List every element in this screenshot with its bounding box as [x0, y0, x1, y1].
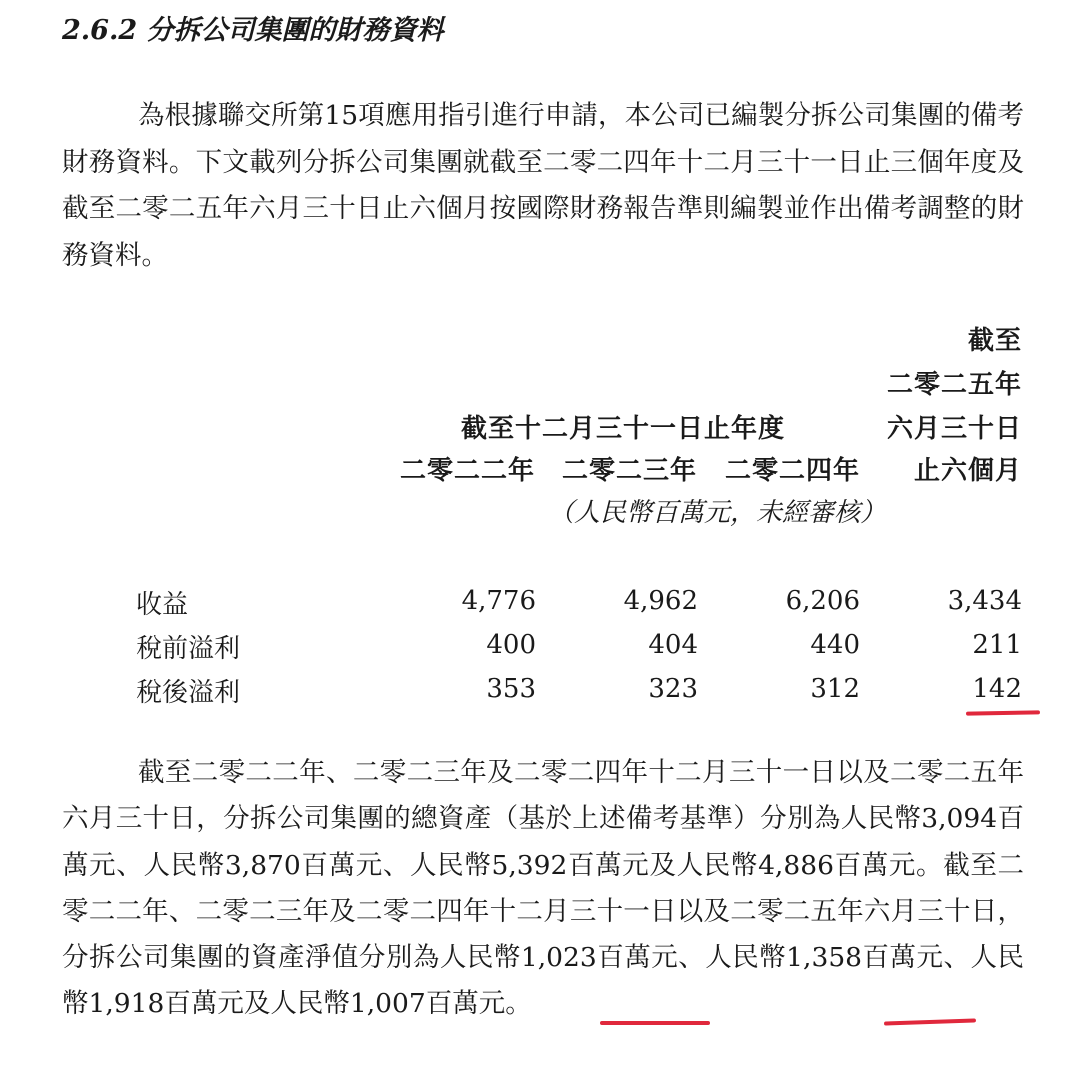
year-header-2022: 二零二二年: [399, 456, 535, 486]
unit-note: （人民幣百萬元，未經審核）: [548, 498, 887, 528]
year-group-header: 截至十二月三十一日止年度: [461, 414, 786, 444]
intro-paragraph: 為根據聯交所第15項應用指引進行申請，本公司已編製分拆公司集團的備考財務資料。下文載列分拆公司集團就截至二零二四年十二月三十一日止三個年度及截至二零二五年六月三十日止六個月按國際財務報告準則編製並作出備考調整的財務資料。: [62, 100, 1024, 271]
highlight-underline: [600, 1021, 710, 1025]
year-header-2024: 二零二四年: [724, 456, 860, 486]
last-col-header-3: 六月三十日: [886, 414, 1022, 444]
table-cell: 3,434: [947, 586, 1022, 616]
table-cell: 440: [810, 630, 860, 660]
table-cell: 404: [648, 630, 698, 660]
row-label-profit-after-tax: 稅後溢利: [136, 678, 241, 708]
table-cell: 6,206: [785, 586, 860, 616]
table-cell: 323: [648, 674, 698, 704]
last-col-header-4: 止六個月: [913, 456, 1022, 486]
conclusion-paragraph: 截至二零二二年、二零二三年及二零二四年十二月三十一日以及二零二五年六月三十日，分拆公司集團的總資產（基於上述備考基準）分別為人民幣3,094百萬元、人民幣3,870百萬元、人民幣5,392百萬元及人民幣4,886百萬元。截至二零二二年、二零二三年及二零二四年十二月三十一日以及二零二五年六月三十日，分拆公司集團的資產淨值分別為人民幣1,023百萬元、人民幣1,358百萬元、人民幣1,918百萬元及人民幣1,007百萬元。: [62, 757, 1024, 1020]
table-cell: 142: [972, 674, 1022, 704]
table-cell: 4,776: [461, 586, 536, 616]
section-heading: 2.6.2 分拆公司集團的財務資料: [62, 15, 444, 46]
row-label-revenue: 收益: [136, 590, 189, 620]
table-cell: 312: [810, 674, 860, 704]
last-col-header-2: 二零二五年: [886, 370, 1022, 400]
highlight-underline: [966, 710, 1040, 715]
table-cell: 353: [486, 674, 536, 704]
last-col-header-1: 截至: [967, 326, 1022, 356]
table-cell: 400: [486, 630, 536, 660]
year-header-2023: 二零二三年: [561, 456, 697, 486]
table-cell: 211: [972, 630, 1022, 660]
table-cell: 4,962: [623, 586, 698, 616]
row-label-profit-before-tax: 稅前溢利: [136, 634, 241, 664]
